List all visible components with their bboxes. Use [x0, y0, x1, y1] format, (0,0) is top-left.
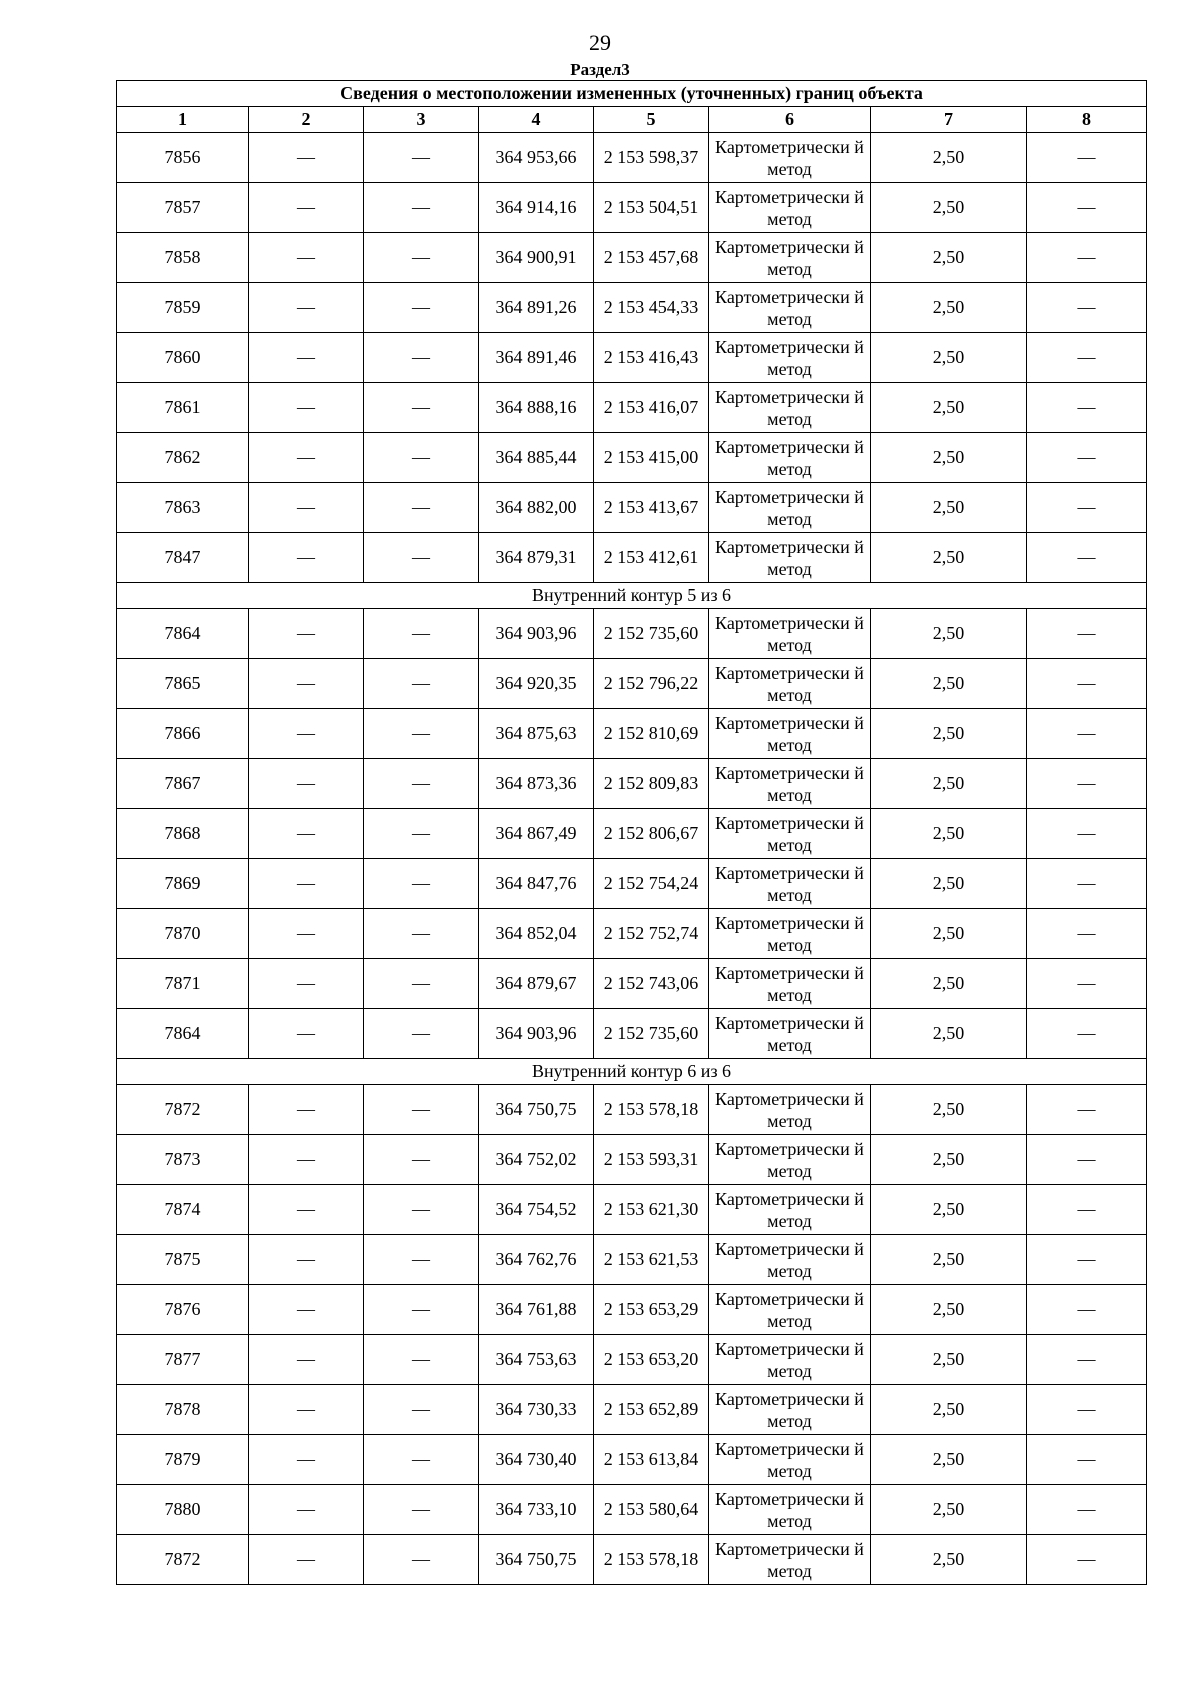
accuracy-cell: 2,50 — [871, 533, 1027, 583]
coord-x-cell: 364 873,36 — [479, 759, 594, 809]
table-row — [117, 1009, 1147, 1059]
column-header: 3 — [364, 107, 479, 133]
accuracy-cell: 2,50 — [871, 1085, 1027, 1135]
table-row — [117, 1335, 1147, 1385]
accuracy-cell: 2,50 — [871, 1135, 1027, 1185]
method-cell: Картометрически й метод — [709, 1285, 871, 1335]
table-row — [117, 1435, 1147, 1485]
table-row — [117, 759, 1147, 809]
accuracy-cell: 2,50 — [871, 1185, 1027, 1235]
method-cell: Картометрически й метод — [709, 1485, 871, 1535]
col-2-cell: — — [249, 483, 364, 533]
coord-y-cell: 2 153 613,84 — [594, 1435, 709, 1485]
table-row — [117, 233, 1147, 283]
contour-section-label: Внутренний контур 5 из 6 — [117, 583, 1147, 609]
coord-y-cell: 2 153 504,51 — [594, 183, 709, 233]
col-3-cell: — — [364, 909, 479, 959]
coord-y-cell: 2 153 621,30 — [594, 1185, 709, 1235]
col-8-cell: — — [1027, 383, 1147, 433]
col-8-cell: — — [1027, 959, 1147, 1009]
point-number-cell: 7860 — [117, 333, 249, 383]
point-number-cell: 7872 — [117, 1535, 249, 1585]
col-2-cell: — — [249, 1335, 364, 1385]
table-caption-row — [117, 81, 1147, 107]
point-number-cell: 7870 — [117, 909, 249, 959]
point-number-cell: 7867 — [117, 759, 249, 809]
coord-x-cell: 364 761,88 — [479, 1285, 594, 1335]
table-row — [117, 1385, 1147, 1435]
col-3-cell: — — [364, 1385, 479, 1435]
accuracy-cell: 2,50 — [871, 1285, 1027, 1335]
col-8-cell: — — [1027, 233, 1147, 283]
table-row — [117, 533, 1147, 583]
coord-x-cell: 364 903,96 — [479, 1009, 594, 1059]
coord-x-cell: 364 900,91 — [479, 233, 594, 283]
accuracy-cell: 2,50 — [871, 483, 1027, 533]
table-row — [117, 1535, 1147, 1585]
col-2-cell: — — [249, 1435, 364, 1485]
method-cell: Картометрически й метод — [709, 283, 871, 333]
accuracy-cell: 2,50 — [871, 233, 1027, 283]
coord-x-cell: 364 888,16 — [479, 383, 594, 433]
method-cell: Картометрически й метод — [709, 959, 871, 1009]
coord-x-cell: 364 953,66 — [479, 133, 594, 183]
method-cell: Картометрически й метод — [709, 1535, 871, 1585]
accuracy-cell: 2,50 — [871, 1435, 1027, 1485]
col-2-cell: — — [249, 283, 364, 333]
col-3-cell: — — [364, 1185, 479, 1235]
col-2-cell: — — [249, 133, 364, 183]
accuracy-cell: 2,50 — [871, 1009, 1027, 1059]
method-cell: Картометрически й метод — [709, 809, 871, 859]
table-caption: Сведения о местоположении измененных (уточненных) границ объекта — [117, 81, 1147, 107]
col-2-cell: — — [249, 1535, 364, 1585]
coord-y-cell: 2 153 598,37 — [594, 133, 709, 183]
coord-x-cell: 364 752,02 — [479, 1135, 594, 1185]
coord-x-cell: 364 891,26 — [479, 283, 594, 333]
table-row — [117, 133, 1147, 183]
col-8-cell: — — [1027, 709, 1147, 759]
method-cell: Картометрически й метод — [709, 1385, 871, 1435]
method-cell: Картометрически й метод — [709, 483, 871, 533]
point-number-cell: 7877 — [117, 1335, 249, 1385]
coord-x-cell: 364 730,40 — [479, 1435, 594, 1485]
method-cell: Картометрически й метод — [709, 909, 871, 959]
contour-section-label: Внутренний контур 6 из 6 — [117, 1059, 1147, 1085]
point-number-cell: 7863 — [117, 483, 249, 533]
col-8-cell: — — [1027, 533, 1147, 583]
col-3-cell: — — [364, 433, 479, 483]
point-number-cell: 7865 — [117, 659, 249, 709]
accuracy-cell: 2,50 — [871, 283, 1027, 333]
col-2-cell: — — [249, 1185, 364, 1235]
column-header: 4 — [479, 107, 594, 133]
contour-section-row — [117, 1059, 1147, 1085]
coord-x-cell: 364 753,63 — [479, 1335, 594, 1385]
coord-y-cell: 2 152 754,24 — [594, 859, 709, 909]
point-number-cell: 7866 — [117, 709, 249, 759]
method-cell: Картометрически й метод — [709, 1085, 871, 1135]
coord-y-cell: 2 153 454,33 — [594, 283, 709, 333]
coord-y-cell: 2 153 416,43 — [594, 333, 709, 383]
col-2-cell: — — [249, 333, 364, 383]
contour-section-row — [117, 583, 1147, 609]
accuracy-cell: 2,50 — [871, 433, 1027, 483]
accuracy-cell: 2,50 — [871, 709, 1027, 759]
method-cell: Картометрически й метод — [709, 659, 871, 709]
table-row — [117, 283, 1147, 333]
col-3-cell: — — [364, 959, 479, 1009]
coord-y-cell: 2 152 796,22 — [594, 659, 709, 709]
col-3-cell: — — [364, 809, 479, 859]
column-header: 7 — [871, 107, 1027, 133]
column-header: 5 — [594, 107, 709, 133]
point-number-cell: 7875 — [117, 1235, 249, 1285]
point-number-cell: 7864 — [117, 609, 249, 659]
col-2-cell: — — [249, 609, 364, 659]
coord-y-cell: 2 152 735,60 — [594, 1009, 709, 1059]
point-number-cell: 7879 — [117, 1435, 249, 1485]
column-header: 8 — [1027, 107, 1147, 133]
col-8-cell: — — [1027, 1135, 1147, 1185]
method-cell: Картометрически й метод — [709, 609, 871, 659]
point-number-cell: 7862 — [117, 433, 249, 483]
col-8-cell: — — [1027, 333, 1147, 383]
coord-x-cell: 364 885,44 — [479, 433, 594, 483]
method-cell: Картометрически й метод — [709, 133, 871, 183]
section-title: Раздел3 — [570, 60, 630, 79]
point-number-cell: 7869 — [117, 859, 249, 909]
col-8-cell: — — [1027, 1285, 1147, 1335]
col-8-cell: — — [1027, 859, 1147, 909]
method-cell: Картометрически й метод — [709, 1185, 871, 1235]
col-2-cell: — — [249, 759, 364, 809]
col-2-cell: — — [249, 1485, 364, 1535]
col-8-cell: — — [1027, 1185, 1147, 1235]
point-number-cell: 7874 — [117, 1185, 249, 1235]
coord-x-cell: 364 762,76 — [479, 1235, 594, 1285]
accuracy-cell: 2,50 — [871, 133, 1027, 183]
coord-y-cell: 2 153 652,89 — [594, 1385, 709, 1435]
col-3-cell: — — [364, 609, 479, 659]
coord-y-cell: 2 153 621,53 — [594, 1235, 709, 1285]
col-2-cell: — — [249, 533, 364, 583]
col-8-cell: — — [1027, 659, 1147, 709]
boundary-table — [116, 80, 1147, 1585]
table-row — [117, 1285, 1147, 1335]
col-3-cell: — — [364, 1335, 479, 1385]
coord-y-cell: 2 152 743,06 — [594, 959, 709, 1009]
col-8-cell: — — [1027, 1435, 1147, 1485]
coord-y-cell: 2 153 412,61 — [594, 533, 709, 583]
accuracy-cell: 2,50 — [871, 1235, 1027, 1285]
col-2-cell: — — [249, 1285, 364, 1335]
coord-y-cell: 2 153 580,64 — [594, 1485, 709, 1535]
table-row — [117, 433, 1147, 483]
coord-x-cell: 364 920,35 — [479, 659, 594, 709]
col-3-cell: — — [364, 383, 479, 433]
accuracy-cell: 2,50 — [871, 859, 1027, 909]
col-3-cell: — — [364, 1085, 479, 1135]
col-2-cell: — — [249, 1009, 364, 1059]
method-cell: Картометрически й метод — [709, 533, 871, 583]
coord-x-cell: 364 750,75 — [479, 1535, 594, 1585]
coord-x-cell: 364 733,10 — [479, 1485, 594, 1535]
accuracy-cell: 2,50 — [871, 1485, 1027, 1535]
accuracy-cell: 2,50 — [871, 759, 1027, 809]
col-8-cell: — — [1027, 283, 1147, 333]
col-8-cell: — — [1027, 483, 1147, 533]
coord-x-cell: 364 754,52 — [479, 1185, 594, 1235]
col-8-cell: — — [1027, 1485, 1147, 1535]
table-row — [117, 609, 1147, 659]
coord-y-cell: 2 153 653,20 — [594, 1335, 709, 1385]
point-number-cell: 7873 — [117, 1135, 249, 1185]
col-8-cell: — — [1027, 759, 1147, 809]
method-cell: Картометрически й метод — [709, 1009, 871, 1059]
table-row — [117, 383, 1147, 433]
point-number-cell: 7861 — [117, 383, 249, 433]
col-8-cell: — — [1027, 1085, 1147, 1135]
point-number-cell: 7880 — [117, 1485, 249, 1535]
col-3-cell: — — [364, 333, 479, 383]
page-number: 29 — [589, 30, 611, 55]
col-3-cell: — — [364, 1135, 479, 1185]
method-cell: Картометрически й метод — [709, 1135, 871, 1185]
coord-x-cell: 364 879,31 — [479, 533, 594, 583]
accuracy-cell: 2,50 — [871, 609, 1027, 659]
col-3-cell: — — [364, 759, 479, 809]
col-8-cell: — — [1027, 433, 1147, 483]
table-row — [117, 1235, 1147, 1285]
accuracy-cell: 2,50 — [871, 809, 1027, 859]
coord-y-cell: 2 153 416,07 — [594, 383, 709, 433]
col-3-cell: — — [364, 1285, 479, 1335]
table-row — [117, 909, 1147, 959]
col-3-cell: — — [364, 233, 479, 283]
coord-y-cell: 2 152 735,60 — [594, 609, 709, 659]
col-8-cell: — — [1027, 133, 1147, 183]
col-3-cell: — — [364, 183, 479, 233]
col-8-cell: — — [1027, 1009, 1147, 1059]
column-header: 1 — [117, 107, 249, 133]
col-2-cell: — — [249, 233, 364, 283]
col-2-cell: — — [249, 809, 364, 859]
col-2-cell: — — [249, 909, 364, 959]
coord-x-cell: 364 879,67 — [479, 959, 594, 1009]
col-8-cell: — — [1027, 609, 1147, 659]
accuracy-cell: 2,50 — [871, 1385, 1027, 1435]
col-2-cell: — — [249, 1085, 364, 1135]
col-8-cell: — — [1027, 909, 1147, 959]
coord-y-cell: 2 152 806,67 — [594, 809, 709, 859]
col-3-cell: — — [364, 1235, 479, 1285]
accuracy-cell: 2,50 — [871, 909, 1027, 959]
column-header: 6 — [709, 107, 871, 133]
coord-x-cell: 364 730,33 — [479, 1385, 594, 1435]
col-3-cell: — — [364, 1435, 479, 1485]
column-header-row — [117, 107, 1147, 133]
col-3-cell: — — [364, 1009, 479, 1059]
coord-x-cell: 364 903,96 — [479, 609, 594, 659]
table-row — [117, 483, 1147, 533]
coord-y-cell: 2 153 415,00 — [594, 433, 709, 483]
coord-y-cell: 2 153 578,18 — [594, 1535, 709, 1585]
point-number-cell: 7864 — [117, 1009, 249, 1059]
table-row — [117, 1485, 1147, 1535]
col-3-cell: — — [364, 709, 479, 759]
coord-y-cell: 2 152 810,69 — [594, 709, 709, 759]
point-number-cell: 7872 — [117, 1085, 249, 1135]
point-number-cell: 7871 — [117, 959, 249, 1009]
coord-x-cell: 364 875,63 — [479, 709, 594, 759]
point-number-cell: 7868 — [117, 809, 249, 859]
point-number-cell: 7876 — [117, 1285, 249, 1335]
table-row — [117, 1085, 1147, 1135]
point-number-cell: 7858 — [117, 233, 249, 283]
col-2-cell: — — [249, 709, 364, 759]
coord-y-cell: 2 153 413,67 — [594, 483, 709, 533]
method-cell: Картометрически й метод — [709, 383, 871, 433]
coord-y-cell: 2 152 809,83 — [594, 759, 709, 809]
col-8-cell: — — [1027, 1335, 1147, 1385]
column-header: 2 — [249, 107, 364, 133]
point-number-cell: 7857 — [117, 183, 249, 233]
col-3-cell: — — [364, 283, 479, 333]
coord-x-cell: 364 867,49 — [479, 809, 594, 859]
coord-x-cell: 364 750,75 — [479, 1085, 594, 1135]
col-3-cell: — — [364, 859, 479, 909]
coord-x-cell: 364 847,76 — [479, 859, 594, 909]
method-cell: Картометрически й метод — [709, 1235, 871, 1285]
accuracy-cell: 2,50 — [871, 1335, 1027, 1385]
col-8-cell: — — [1027, 183, 1147, 233]
accuracy-cell: 2,50 — [871, 183, 1027, 233]
col-3-cell: — — [364, 533, 479, 583]
col-8-cell: — — [1027, 1385, 1147, 1435]
coord-x-cell: 364 852,04 — [479, 909, 594, 959]
method-cell: Картометрически й метод — [709, 859, 871, 909]
table-row — [117, 809, 1147, 859]
point-number-cell: 7856 — [117, 133, 249, 183]
col-2-cell: — — [249, 183, 364, 233]
col-2-cell: — — [249, 1135, 364, 1185]
col-2-cell: — — [249, 659, 364, 709]
col-8-cell: — — [1027, 1235, 1147, 1285]
accuracy-cell: 2,50 — [871, 659, 1027, 709]
table-row — [117, 1185, 1147, 1235]
col-2-cell: — — [249, 959, 364, 1009]
table-row — [117, 959, 1147, 1009]
method-cell: Картометрически й метод — [709, 333, 871, 383]
coord-y-cell: 2 153 593,31 — [594, 1135, 709, 1185]
method-cell: Картометрически й метод — [709, 1335, 871, 1385]
table-row — [117, 859, 1147, 909]
point-number-cell: 7859 — [117, 283, 249, 333]
coord-y-cell: 2 153 578,18 — [594, 1085, 709, 1135]
method-cell: Картометрически й метод — [709, 759, 871, 809]
method-cell: Картометрически й метод — [709, 433, 871, 483]
coord-x-cell: 364 891,46 — [479, 333, 594, 383]
col-3-cell: — — [364, 1535, 479, 1585]
accuracy-cell: 2,50 — [871, 1535, 1027, 1585]
table-row — [117, 709, 1147, 759]
col-3-cell: — — [364, 1485, 479, 1535]
col-2-cell: — — [249, 383, 364, 433]
col-2-cell: — — [249, 433, 364, 483]
method-cell: Картометрически й метод — [709, 709, 871, 759]
col-3-cell: — — [364, 133, 479, 183]
method-cell: Картометрически й метод — [709, 1435, 871, 1485]
accuracy-cell: 2,50 — [871, 383, 1027, 433]
method-cell: Картометрически й метод — [709, 183, 871, 233]
accuracy-cell: 2,50 — [871, 333, 1027, 383]
col-2-cell: — — [249, 859, 364, 909]
col-8-cell: — — [1027, 1535, 1147, 1585]
col-3-cell: — — [364, 483, 479, 533]
point-number-cell: 7847 — [117, 533, 249, 583]
table-row — [117, 1135, 1147, 1185]
table-row — [117, 333, 1147, 383]
col-3-cell: — — [364, 659, 479, 709]
coord-x-cell: 364 882,00 — [479, 483, 594, 533]
col-2-cell: — — [249, 1235, 364, 1285]
coord-y-cell: 2 153 457,68 — [594, 233, 709, 283]
point-number-cell: 7878 — [117, 1385, 249, 1435]
table-row — [117, 659, 1147, 709]
coord-y-cell: 2 153 653,29 — [594, 1285, 709, 1335]
method-cell: Картометрически й метод — [709, 233, 871, 283]
accuracy-cell: 2,50 — [871, 959, 1027, 1009]
coord-y-cell: 2 152 752,74 — [594, 909, 709, 959]
col-2-cell: — — [249, 1385, 364, 1435]
table-row — [117, 183, 1147, 233]
col-8-cell: — — [1027, 809, 1147, 859]
coord-x-cell: 364 914,16 — [479, 183, 594, 233]
